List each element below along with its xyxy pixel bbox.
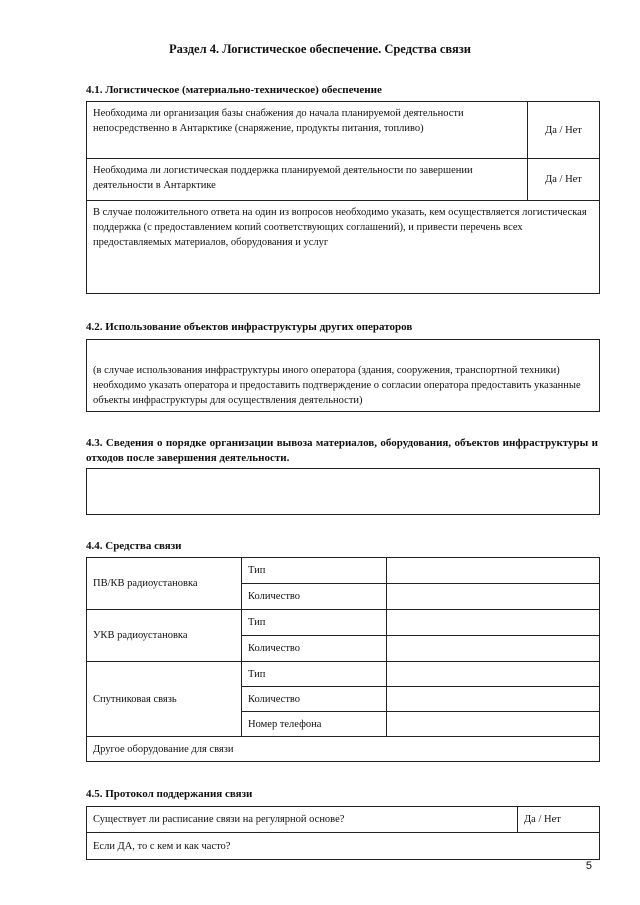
infrastructure-note: (в случае использования инфраструктуры иного оператора (здания, сооружения, транспортной техники) необходимо указать оператора и предоставить подтверждение о согласии оператора предоставить указанные объекты инфраструктуры для осуществления деятельности) — [93, 365, 581, 406]
satellite-phone-label: Номер телефона — [242, 712, 387, 737]
logistics-question-1: Необходима ли организация базы снабжения до начала планируемой деятельности непосредственно в Антарктике (снаряжение, продукты питания, топливо) — [87, 102, 528, 159]
heading-4-1: 4.1. Логистическое (материально-техническое) обеспечение — [86, 84, 382, 96]
heading-4-3: 4.3. Сведения о порядке организации вывоза материалов, оборудования, объектов инфраструктуры и отходов после завершения деятельности. — [86, 437, 598, 464]
heading-4-5: 4.5. Протокол поддержания связи — [86, 788, 253, 800]
hf-quantity-label: Количество — [242, 584, 387, 610]
protocol-answer-1: Да / Нет — [518, 807, 600, 833]
protocol-question-2: Если ДА, то с кем и как часто? — [87, 833, 600, 860]
vhf-type-value[interactable] — [387, 610, 600, 636]
section-title: Раздел 4. Логистическое обеспечение. Средства связи — [169, 42, 471, 56]
page-number: 5 — [585, 860, 592, 872]
hf-type-value[interactable] — [387, 558, 600, 584]
hf-quantity-value[interactable] — [387, 584, 600, 610]
logistics-question-2: Необходима ли логистическая поддержка планируемой деятельности по завершении деятельности в Антарктике — [87, 159, 528, 201]
logistics-answer-2: Да / Нет — [528, 159, 600, 201]
vhf-type-label: Тип — [242, 610, 387, 636]
logistics-answer-1: Да / Нет — [528, 102, 600, 159]
vhf-quantity-value[interactable] — [387, 636, 600, 662]
protocol-table — [86, 806, 600, 860]
protocol-question-1: Существует ли расписание связи на регулярной основе? — [87, 807, 518, 833]
logistics-note: В случае положительного ответа на один из вопросов необходимо указать, кем осуществляется логистическая поддержка (с предоставлением копий соответствующих соглашений), и привести перечень всех предоставляемых материалов, оборудования и услуг — [87, 201, 600, 294]
communications-table — [86, 557, 600, 762]
satellite-type-value[interactable] — [387, 662, 600, 687]
hf-type-label: Тип — [242, 558, 387, 584]
satellite-quantity-label: Количество — [242, 687, 387, 712]
other-equipment-label: Другое оборудование для связи — [87, 737, 600, 762]
satellite-type-label: Тип — [242, 662, 387, 687]
heading-4-2: 4.2. Использование объектов инфраструктуры других операторов — [86, 321, 413, 333]
vhf-radio-label: УКВ радиоустановка — [87, 610, 242, 662]
vhf-quantity-label: Количество — [242, 636, 387, 662]
infrastructure-note-box — [86, 339, 600, 412]
satellite-phone-value[interactable] — [387, 712, 600, 737]
removal-input-box[interactable] — [86, 468, 600, 515]
satellite-label: Спутниковая связь — [87, 662, 242, 737]
heading-4-4: 4.4. Средства связи — [86, 540, 182, 552]
hf-radio-label: ПВ/КВ радиоустановка — [87, 558, 242, 610]
logistics-table — [86, 101, 600, 294]
satellite-quantity-value[interactable] — [387, 687, 600, 712]
